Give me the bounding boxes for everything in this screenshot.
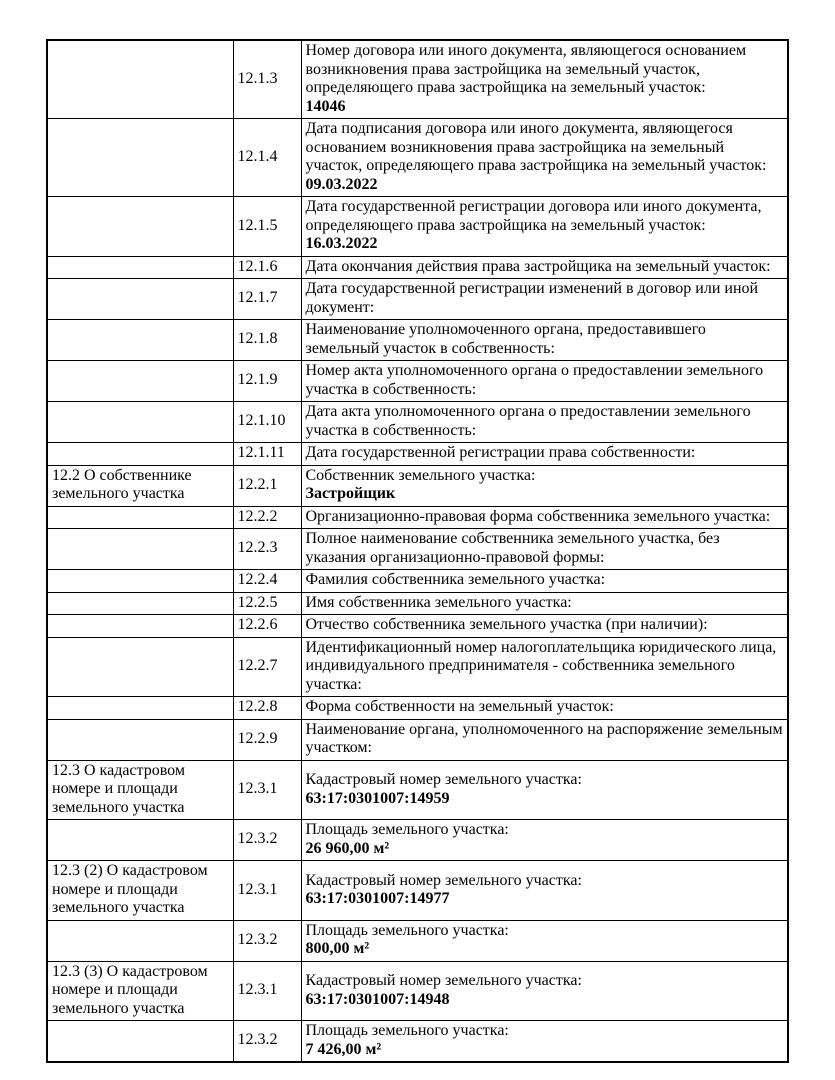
field-value: Застройщик [305, 485, 396, 502]
table-row [47, 256, 788, 279]
field-label: Площадь земельного участка: [305, 821, 509, 838]
row-code-cell: 12.1.5 [233, 197, 301, 257]
row-content-cell [301, 920, 788, 961]
field-value: 09.03.2022 [305, 175, 378, 193]
row-code-cell: 12.2.7 [233, 637, 301, 697]
section-label-cell [47, 279, 233, 320]
field-value: 63:17:0301007:14948 [305, 990, 450, 1008]
row-code-cell: 12.1.11 [233, 443, 301, 466]
table-row [47, 719, 788, 760]
field-label: Номер договора или иного документа, являющегося основанием возникновения права застройщика на земельный участок, определяющего права застройщика на земельный участок: [305, 42, 747, 96]
section-label-cell [47, 256, 233, 279]
field-label: Кадастровый номер земельного участка: [305, 871, 582, 889]
row-code-cell: 12.1.3 [233, 40, 301, 119]
row-content-cell [301, 279, 788, 320]
section-label-cell: 12.2 О собственнике земельного участка [47, 465, 233, 506]
field-label: Организационно-правовая форма собственника земельного участка: [305, 507, 771, 525]
section-label-cell: 12.3 (2) О кадастровом номере и площади земельного участка [47, 861, 233, 921]
section-label-cell [47, 637, 233, 697]
field-label: Дата государственной регистрации изменений в договор или иной документ: [305, 280, 759, 316]
row-content-cell [301, 961, 788, 1021]
table-row [47, 119, 788, 197]
row-content-cell [301, 402, 788, 443]
row-code-cell: 12.1.9 [233, 361, 301, 402]
field-label: Идентификационный номер налогоплательщика юридического лица, индивидуального предпринимателя - собственника земельного участка: [305, 638, 777, 693]
section-label-cell [47, 529, 233, 570]
table-row [47, 506, 788, 529]
field-value: 63:17:0301007:14959 [305, 789, 450, 807]
table-row [47, 697, 788, 720]
section-label-cell [47, 443, 233, 466]
row-code-cell: 12.1.6 [233, 256, 301, 279]
field-label: Фамилия собственника земельного участка: [305, 571, 606, 588]
row-content-cell [301, 506, 788, 529]
row-code-cell: 12.3.1 [233, 961, 301, 1021]
field-label: Полное наименование собственника земельного участка, без указания организационно-правовой формы: [305, 530, 720, 566]
section-label-cell [47, 402, 233, 443]
row-content-cell [301, 443, 788, 466]
row-code-cell: 12.2.4 [233, 570, 301, 593]
section-label-cell [47, 570, 233, 593]
table-row [47, 861, 788, 921]
table-row [47, 443, 788, 466]
field-label: Дата окончания действия права застройщика на земельный участок: [305, 257, 771, 275]
row-code-cell: 12.3.2 [233, 820, 301, 861]
section-label-cell [47, 1021, 233, 1063]
field-label: Площадь земельного участка: [305, 921, 509, 939]
table-row [47, 197, 788, 257]
row-content-cell [301, 760, 788, 820]
row-code-cell: 12.1.7 [233, 279, 301, 320]
row-code-cell: 12.1.10 [233, 402, 301, 443]
field-value: 26 960,00 м² [305, 839, 390, 857]
row-code-cell: 12.3.1 [233, 861, 301, 921]
field-label: Дата акта уполномоченного органа о предоставлении земельного участка в собственность: [305, 403, 751, 439]
field-label: Кадастровый номер земельного участка: [305, 972, 582, 990]
table-row [47, 920, 788, 961]
table-row [47, 361, 788, 402]
row-code-cell: 12.1.4 [233, 119, 301, 197]
row-content-cell [301, 529, 788, 570]
row-content-cell [301, 119, 788, 197]
section-label-cell [47, 506, 233, 529]
table-row [47, 279, 788, 320]
row-content-cell [301, 320, 788, 361]
section-label-cell [47, 119, 233, 197]
section-label-cell [47, 920, 233, 961]
field-label: Наименование уполномоченного органа, предоставившего земельный участок в собственность: [305, 321, 706, 357]
table-row [47, 529, 788, 570]
section-label-cell [47, 361, 233, 402]
row-content-cell [301, 820, 788, 861]
section-label-cell [47, 719, 233, 760]
row-content-cell [301, 719, 788, 760]
field-label: Дата подписания договора или иного документа, являющегося основанием возникновения права застройщика на земельный участок, определяющего права застройщика на земельный участок: [305, 120, 767, 174]
row-content-cell [301, 40, 788, 119]
field-label: Собственник земельного участка: [305, 466, 536, 484]
field-label: Дата государственной регистрации договора или иного документа, определяющего права застройщика на земельный участок: [305, 198, 762, 234]
row-code-cell: 12.2.2 [233, 506, 301, 529]
field-value: 14046 [305, 97, 346, 115]
table-row [47, 570, 788, 593]
row-content-cell [301, 637, 788, 697]
row-content-cell [301, 197, 788, 257]
field-label: Форма собственности на земельный участок: [305, 698, 614, 715]
table-row [47, 820, 788, 861]
row-code-cell: 12.1.8 [233, 320, 301, 361]
field-value: 16.03.2022 [305, 235, 378, 252]
field-label: Площадь земельного участка: [305, 1022, 509, 1039]
row-content-cell [301, 1021, 788, 1063]
table-row [47, 637, 788, 697]
row-content-cell [301, 861, 788, 921]
row-content-cell [301, 615, 788, 638]
field-value: 63:17:0301007:14977 [305, 890, 450, 908]
table-row [47, 402, 788, 443]
field-label: Имя собственника земельного участка: [305, 593, 572, 611]
table-row [47, 40, 788, 119]
table-row [47, 592, 788, 615]
row-code-cell: 12.2.1 [233, 465, 301, 506]
section-label-cell [47, 592, 233, 615]
row-content-cell [301, 570, 788, 593]
field-label: Номер акта уполномоченного органа о предоставлении земельного участка в собственность: [305, 362, 764, 398]
section-label-cell: 12.3 (3) О кадастровом номере и площади земельного участка [47, 961, 233, 1021]
table-row [47, 615, 788, 638]
row-code-cell: 12.3.2 [233, 1021, 301, 1063]
table-row [47, 760, 788, 820]
row-code-cell: 12.2.9 [233, 719, 301, 760]
field-value: 800,00 м² [305, 940, 370, 957]
row-code-cell: 12.2.5 [233, 592, 301, 615]
row-code-cell: 12.2.3 [233, 529, 301, 570]
field-label: Дата государственной регистрации права собственности: [305, 444, 696, 461]
field-value: 7 426,00 м² [305, 1040, 382, 1058]
row-content-cell [301, 697, 788, 720]
field-label: Кадастровый номер земельного участка: [305, 771, 582, 789]
row-content-cell [301, 592, 788, 615]
section-label-cell [47, 197, 233, 257]
row-content-cell [301, 361, 788, 402]
field-label: Наименование органа, уполномоченного на распоряжение земельным участком: [305, 720, 783, 756]
section-label-cell [47, 697, 233, 720]
declaration-table-body [47, 40, 788, 1062]
row-code-cell: 12.3.2 [233, 920, 301, 961]
section-label-cell [47, 615, 233, 638]
table-row [47, 465, 788, 506]
section-label-cell: 12.3 О кадастровом номере и площади земельного участка [47, 760, 233, 820]
row-content-cell [301, 465, 788, 506]
table-row [47, 1021, 788, 1063]
table-row [47, 320, 788, 361]
section-label-cell [47, 40, 233, 119]
row-content-cell [301, 256, 788, 279]
row-code-cell: 12.3.1 [233, 760, 301, 820]
declaration-table [46, 39, 789, 1063]
section-label-cell [47, 820, 233, 861]
table-row [47, 961, 788, 1021]
section-label-cell [47, 320, 233, 361]
row-code-cell: 12.2.6 [233, 615, 301, 638]
field-label: Отчество собственника земельного участка (при наличии): [305, 616, 708, 633]
row-code-cell: 12.2.8 [233, 697, 301, 720]
